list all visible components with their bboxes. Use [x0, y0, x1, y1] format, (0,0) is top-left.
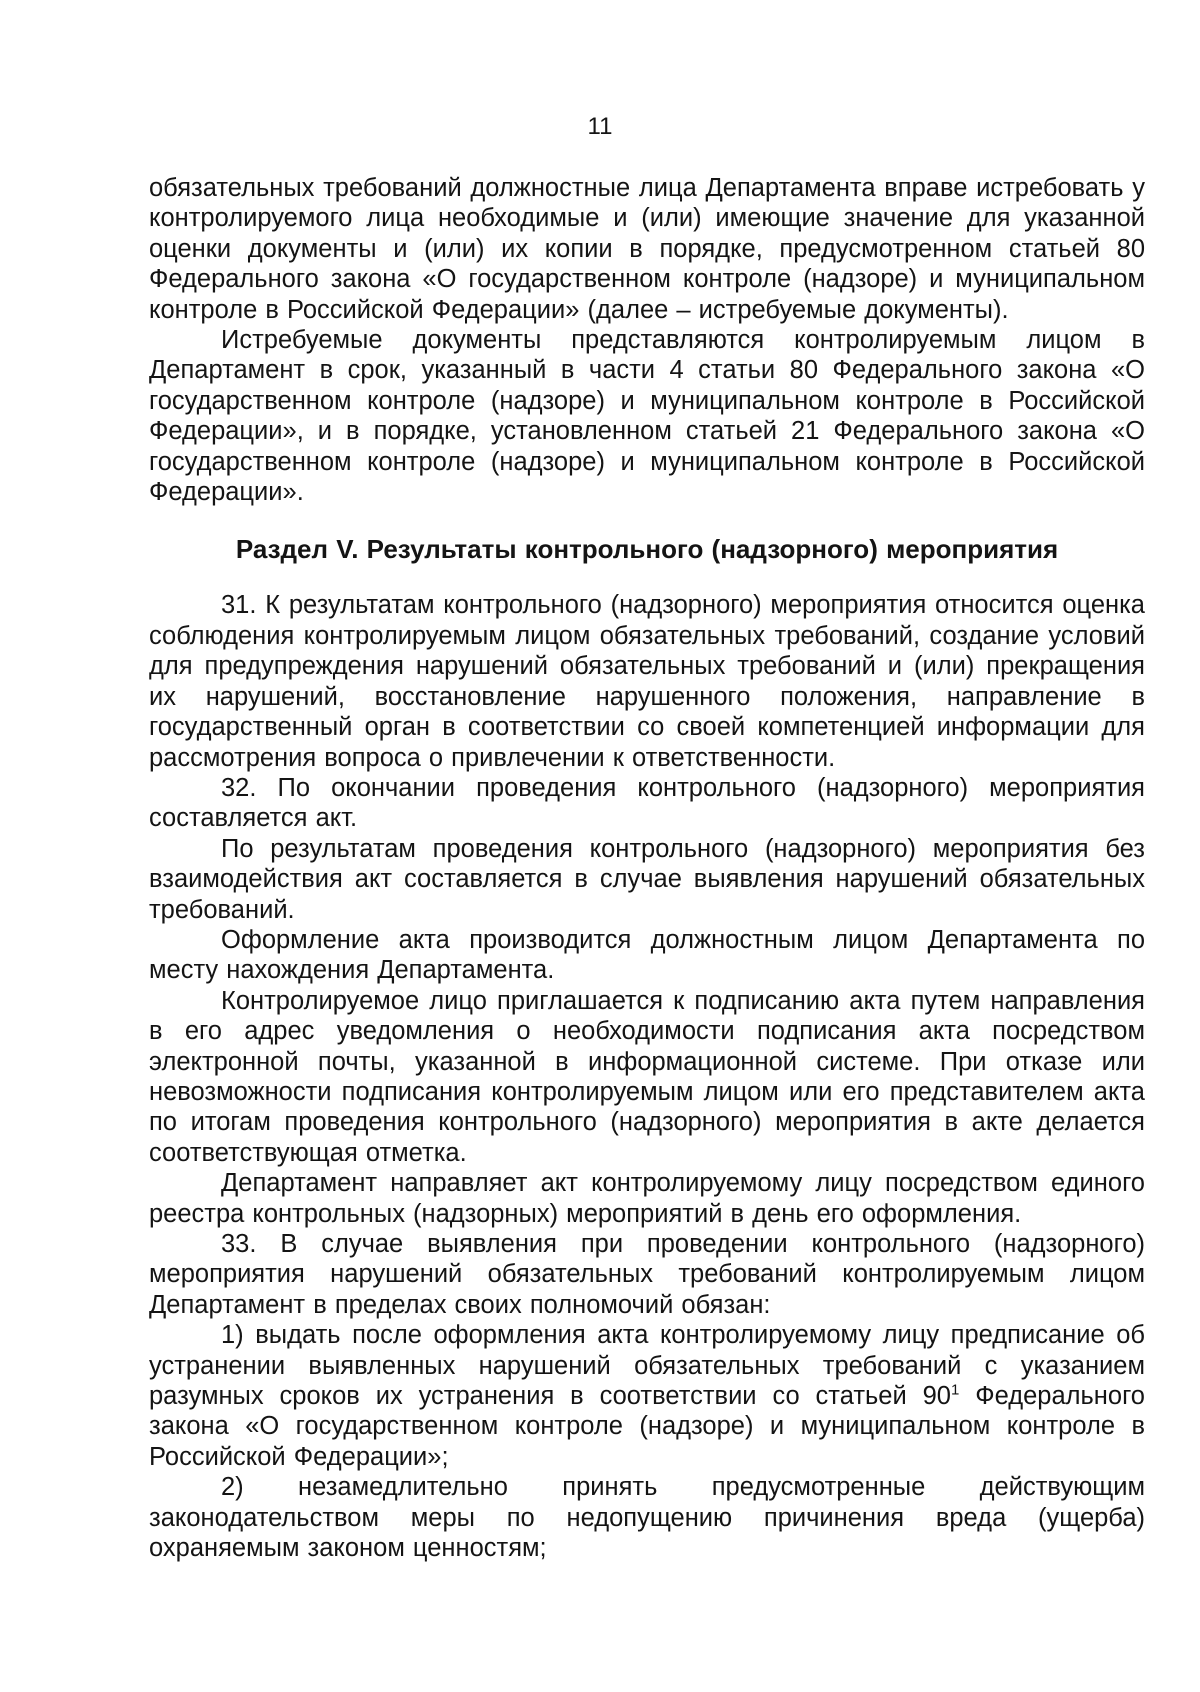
page-number: 11 — [587, 113, 613, 140]
paragraph-continuation: обязательных требований должностные лица Департамента вправе истребовать у контролируемого лица необходимые и (или) имеющие значение для указанной оценки документы и (или) их копии в порядке, предусмотренном статьей 80 Федерального закона «О государственном контроле (надзоре) и муниципальном контроле в Российской Федерации» (далее – истребуемые документы). — [149, 174, 1145, 324]
paragraph-31: 31. К результатам контрольного (надзорного) мероприятия относится оценка соблюдения контролируемым лицом обязательных требований, создание условий для предупреждения нарушений обязательных требований и (или) прекращения их нарушений, восстановление нарушенного положения, направление в государственный орган в соответствии со своей компетенцией информации для рассмотрения вопроса о привлечении к ответственности. — [149, 591, 1145, 772]
paragraph-requested-documents: Истребуемые документы представляются контролируемым лицом в Департамент в срок, указанный в части 4 статьи 80 Федерального закона «О государственном контроле (надзоре) и муниципальном контроле в Российской Федерации», и в порядке, установленном статьей 21 Федерального закона «О государственном контроле (надзоре) и муниципальном контроле в Российской Федерации». — [149, 326, 1145, 507]
section-heading: Раздел V. Результаты контрольного (надзорного) мероприятия — [235, 534, 1059, 565]
document-body — [149, 173, 1145, 1563]
paragraph-act-sending: Департамент направляет акт контролируемому лицу посредством единого реестра контрольных (надзорных) мероприятий в день его оформления. — [149, 1169, 1145, 1228]
list-item-1 — [149, 1320, 1145, 1472]
paragraph-act-registration: Оформление акта производится должностным лицом Департамента по месту нахождения Департамента. — [149, 925, 1145, 985]
list-item-1-text-end: Федерального закона «О государственном контроле (надзоре) и муниципальном контроле в Российской Федерации»; — [149, 1382, 1145, 1471]
article-superscript: 1 — [950, 1381, 960, 1399]
paragraph-33: 33. В случае выявления при проведении контрольного (надзорного) мероприятия нарушений обязательных требований контролируемым лицом Департамент в пределах своих полномочий обязан: — [149, 1230, 1145, 1319]
paragraph-act-signing: Контролируемое лицо приглашается к подписанию акта путем направления в его адрес уведомления о необходимости подписания акта посредством электронной почты, указанной в информационной системе. При отказе или невозможности подписания контролируемым лицом или его представителем акта по итогам проведения контрольного (надзорного) мероприятия в акте делается соответствующая отметка. — [149, 986, 1145, 1167]
list-item-2: 2) незамедлительно принять предусмотренные действующим законодательством меры по недопущению причинения вреда (ущерба) охраняемым законом ценностям; — [149, 1473, 1145, 1563]
paragraph-act-without-interaction: По результатам проведения контрольного (надзорного) мероприятия без взаимодействия акт составляется в случае выявления нарушений обязательных требований. — [149, 834, 1145, 924]
list-item-1-text: 1) выдать после оформления акта контролируемому лицу предписание об устранении выявленных нарушений обязательных требований с указанием разумных сроков их устранения в соответствии со статьей 90 — [149, 1321, 1145, 1411]
paragraph-32: 32. По окончании проведения контрольного (надзорного) мероприятия составляется акт. — [149, 773, 1145, 833]
